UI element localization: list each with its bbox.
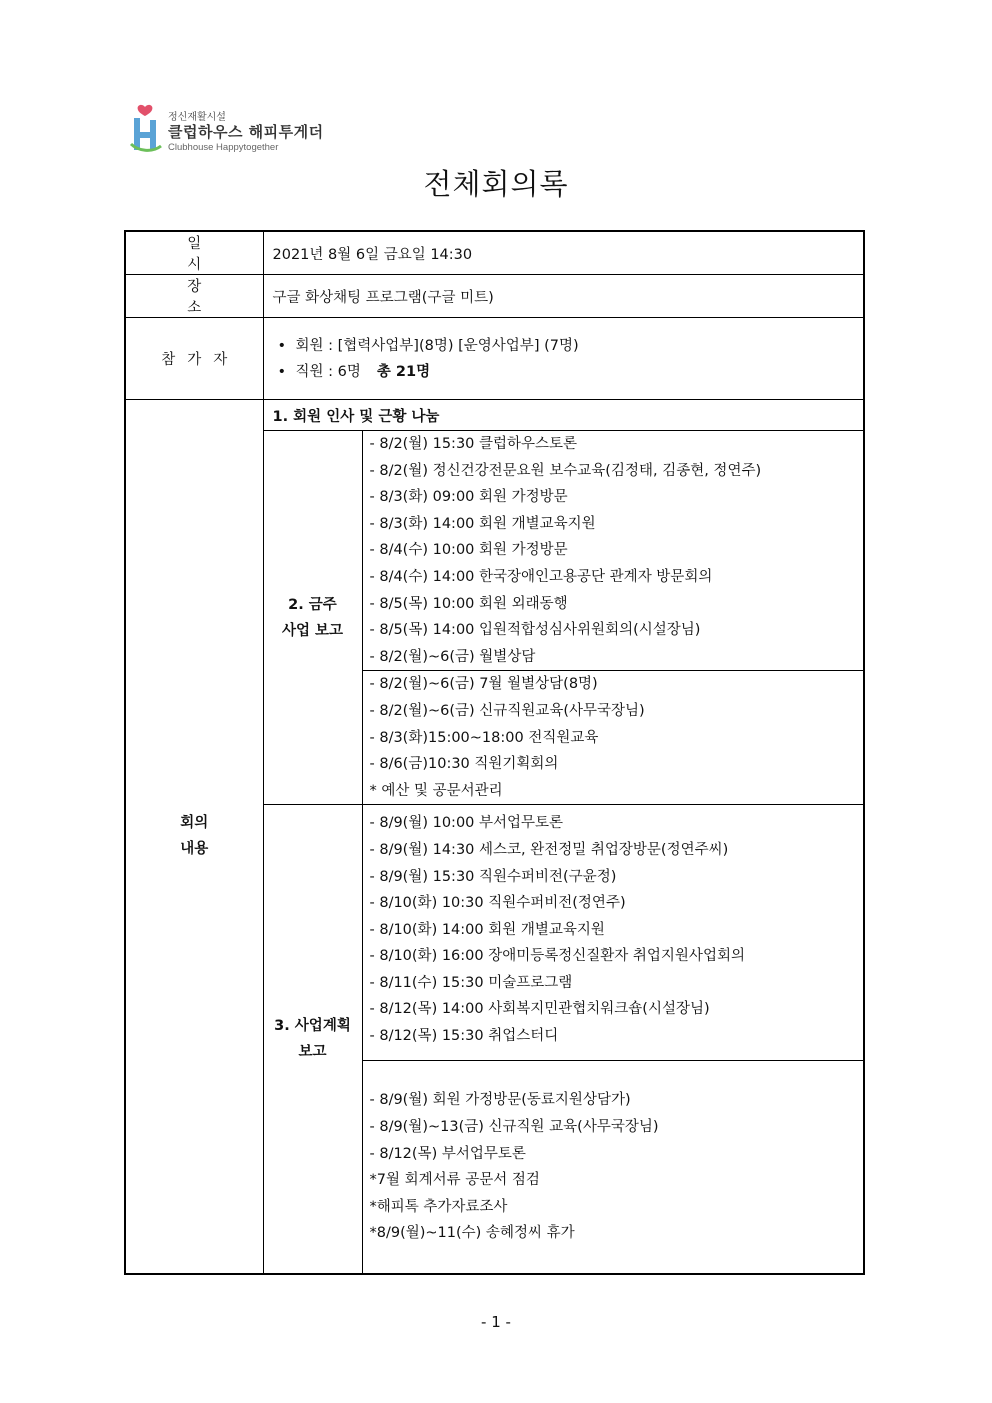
clubhouse-logo-icon xyxy=(128,104,162,154)
place-label: 장 소 xyxy=(125,275,263,318)
section3-label: 3. 사업계획 보고 xyxy=(263,805,362,1274)
list-item: - 8/3(화)15:00~18:00 전직원교육 xyxy=(369,729,599,746)
list-item: - 8/12(목) 15:30 취업스터디 xyxy=(369,1028,559,1045)
logo-english-name: Clubhouse Happytogether xyxy=(168,142,279,153)
attendees-row xyxy=(125,318,864,400)
list-item: - 8/2(월)~6(금) 월별상담 xyxy=(369,648,536,665)
section1-row xyxy=(125,400,864,431)
list-item: - 8/9(월)~13(금) 신규직원 교육(사무국장님) xyxy=(369,1118,659,1135)
section3-list-a xyxy=(362,805,864,1061)
list-item: * 예산 및 공문서관리 xyxy=(369,782,503,799)
list-item: - 8/3(화) 14:00 회원 개별교육지원 xyxy=(369,515,596,532)
list-item: - 8/6(금)10:30 직원기획회의 xyxy=(369,756,559,773)
attendees-total: 총 21명 xyxy=(376,363,431,380)
place-row xyxy=(125,275,864,318)
page-number: - 1 - xyxy=(481,1313,511,1331)
date-value: 2021년 8월 6일 금요일 14:30 xyxy=(263,231,864,275)
attendees-line-staff: • 직원 : 6명 총 21명 xyxy=(278,359,864,385)
section2-list-b xyxy=(362,671,864,805)
list-item: *해피톡 추가자료조사 xyxy=(369,1198,508,1215)
attendees-line-members: • 회원 : [협력사업부](8명) [운영사업부] (7명) xyxy=(278,333,864,359)
list-item: - 8/10(화) 14:00 회원 개별교육지원 xyxy=(369,921,605,938)
list-item: - 8/11(수) 15:30 미술프로그램 xyxy=(369,974,573,991)
list-item: *8/9(월)~11(수) 송혜정씨 휴가 xyxy=(369,1225,575,1242)
list-item: - 8/3(화) 09:00 회원 가정방문 xyxy=(369,489,568,506)
list-item: - 8/4(수) 10:00 회원 가정방문 xyxy=(369,542,568,559)
list-item: - 8/2(월)~6(금) 7월 월별상담(8명) xyxy=(369,676,598,693)
minutes-table xyxy=(124,230,865,1275)
list-item: - 8/2(월) 15:30 클럽하우스토론 xyxy=(369,436,578,452)
section1-title: 1. 회원 인사 및 근황 나눔 xyxy=(263,400,864,431)
list-item: - 8/9(월) 10:00 부서업무토론 xyxy=(369,815,564,832)
logo-name: 클럽하우스 해피투게더 xyxy=(168,123,324,141)
place-value: 구글 화상채팅 프로그램(구글 미트) xyxy=(263,275,864,318)
organization-logo xyxy=(128,104,328,156)
list-item: *7월 회계서류 공문서 점검 xyxy=(369,1172,540,1189)
bullet-icon: • xyxy=(277,363,287,380)
bullet-icon: • xyxy=(277,337,287,354)
section3-list-b xyxy=(362,1061,864,1274)
list-item: - 8/10(화) 10:30 직원수퍼비전(정연주) xyxy=(369,895,626,912)
list-item: - 8/4(수) 14:00 한국장애인고용공단 관계자 방문회의 xyxy=(369,568,713,585)
list-item: - 8/10(화) 16:00 장애미등록정신질환자 취업지원사업회의 xyxy=(369,948,745,965)
list-item: - 8/5(목) 14:00 입원적합성심사위원회의(시설장님) xyxy=(369,622,701,639)
document-title: 전체회의록 xyxy=(423,167,569,201)
list-item: - 8/12(목) 14:00 사회복지민관협치워크숍(시설장님) xyxy=(369,1001,710,1018)
list-item: - 8/5(목) 10:00 회원 외래동행 xyxy=(369,595,568,612)
content-label: 회의 내용 xyxy=(125,400,263,1274)
attendees-value xyxy=(263,318,864,400)
list-item: - 8/9(월) 회원 가정방문(동료지원상담가) xyxy=(369,1092,631,1109)
logo-subtitle: 정신재활시설 xyxy=(168,112,226,123)
date-label: 일 시 xyxy=(125,231,263,275)
date-row xyxy=(125,231,864,275)
list-item: - 8/9(월) 15:30 직원수퍼비전(구윤정) xyxy=(369,868,617,885)
list-item: - 8/2(월) 정신건강전문요원 보수교육(김정태, 김종현, 정연주) xyxy=(369,462,762,479)
list-item: - 8/9(월) 14:30 세스코, 완전정밀 취업장방문(정연주씨) xyxy=(369,841,729,858)
attendees-label: 참가자 xyxy=(125,318,263,400)
section2-list-a xyxy=(362,431,864,671)
list-item: - 8/12(목) 부서업무토론 xyxy=(369,1145,526,1162)
section2-label: 2. 금주 사업 보고 xyxy=(263,431,362,805)
list-item: - 8/2(월)~6(금) 신규직원교육(사무국장님) xyxy=(369,702,645,719)
